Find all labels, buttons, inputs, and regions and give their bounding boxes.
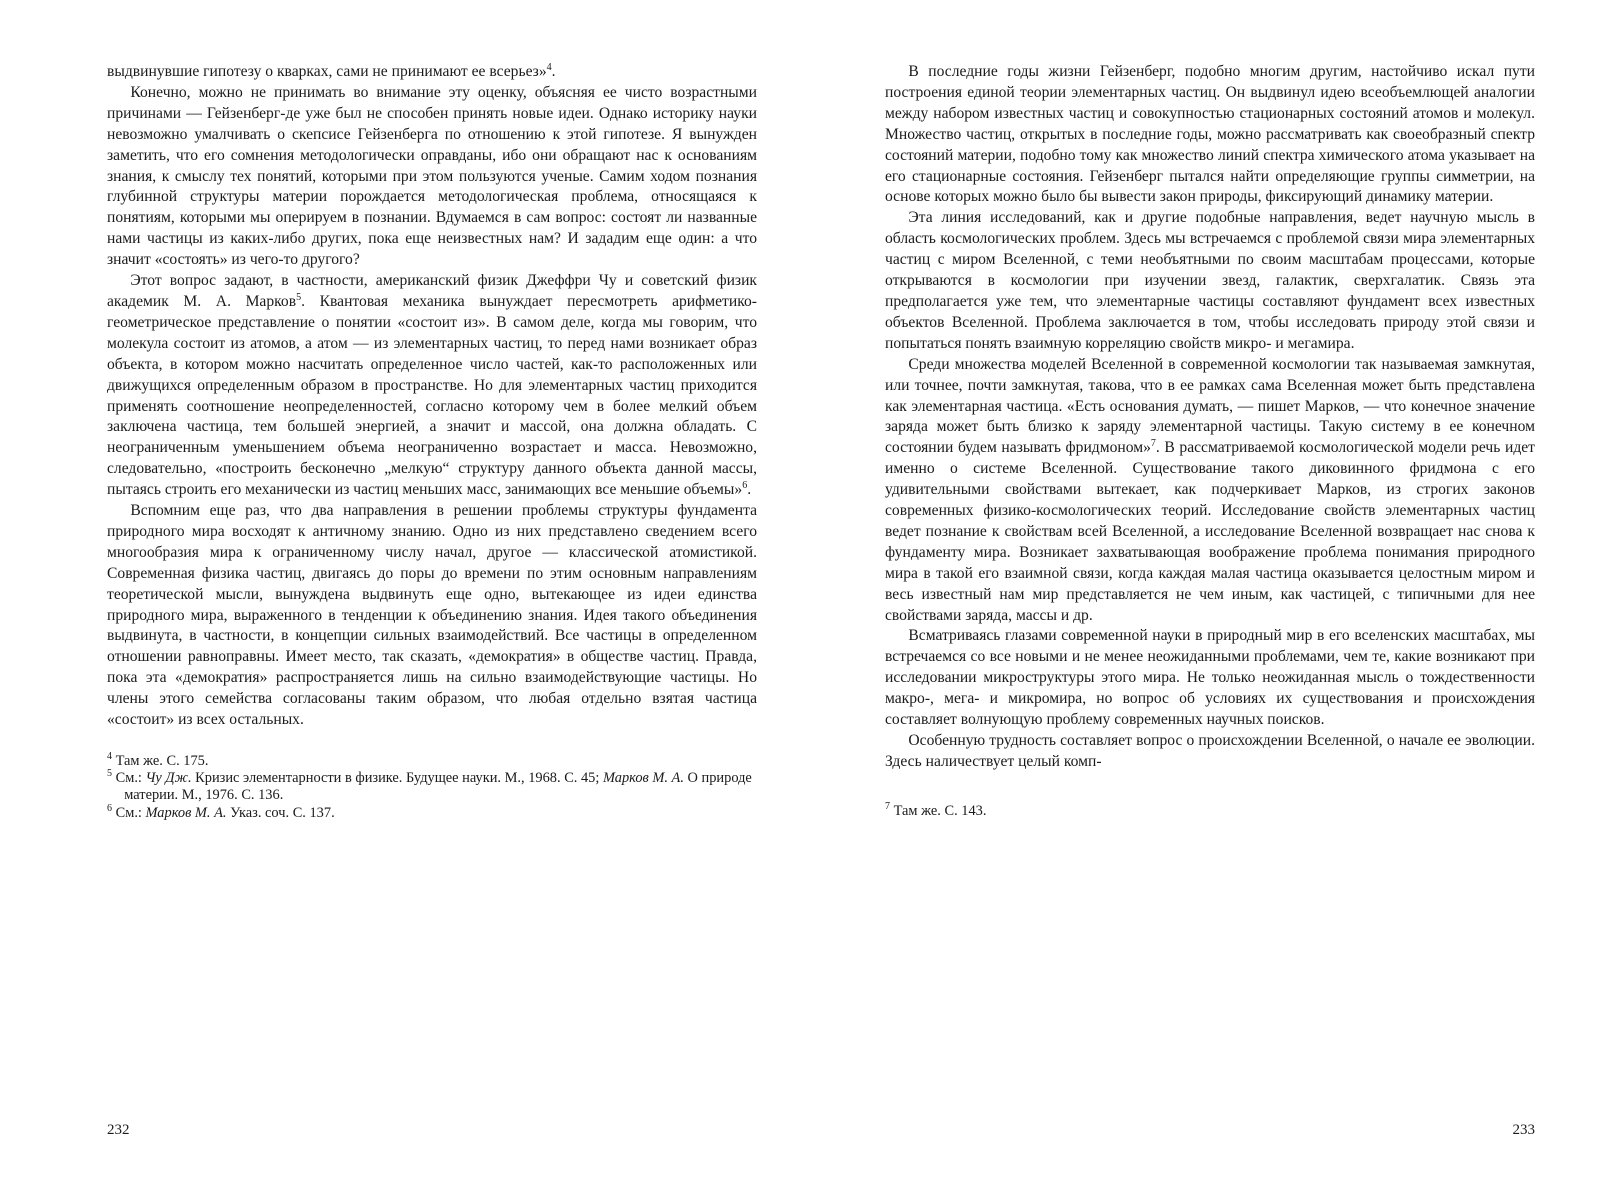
paragraph: Особенную трудность составляет вопрос о происхождении Вселенной, о начале ее эволюции. Здесь наличествует целый комп- <box>885 732 1535 770</box>
left-page <box>107 62 757 1152</box>
footnote-ref: 7 <box>1150 438 1156 450</box>
paragraph: Вспомним еще раз, что два направления в решении проблемы структуры фундамента природного мира восходят к античному знанию. Одно из них представлено сведением всего многообразия мира к ограниченному числу начал, другое — классической атомистикой. Современная физика частиц, двигаясь до поры до времени по этим основным направлениям теоретической мысли, вынуждена выдвинуть еще одно, вытекающее из идеи единства природного мира, выраженного в тенденции к объединению знания. Идея такого объединения выдвинута, в частности, в концепции сильных взаимодействий. Все частицы в определенном отношении равноправны. Имеет место, так сказать, «демократия» в обществе частиц. Правда, пока эта «демократия» распространяется лишь на сильно взаимодействующие частицы. Но члены этого семейства согласованы таким образом, что любая отдельно взятая частица «состоит» из всех остальных. <box>107 502 757 729</box>
footnote: $^5$ См.: Чу Дж. Кризис элементарности в физике. Будущее науки. М., 1968. С. 45; Марков М. А. О природе материи. М., 1976. С. 136. <box>107 768 752 804</box>
paragraph: Эта линия исследований, как и другие подобные направления, ведет научную мысль в область космологических проблем. Здесь мы встречаемся с проблемой связи мира элементарных частиц с миром Вселенной, с теми необъятными по своим масштабам процессами, которые открываются в космологии при изучении звезд, галактик, сверхгалатик. Связь эта предполагается уже тем, что элементарные частицы составляют фундамент всех известных объектов Вселенной. Проблема заключается в том, чтобы исследовать природу этой связи и попытаться понять взаимную корреляцию свойств микро- и мегамира. <box>885 209 1535 352</box>
footnotes <box>885 803 1535 820</box>
page-number: 232 <box>107 1122 130 1138</box>
right-body-text <box>885 62 1535 773</box>
footnotes <box>107 753 757 822</box>
footnote: $^7$ Там же. С. 143. <box>885 801 987 819</box>
page-number: 233 <box>1512 1122 1535 1138</box>
paragraph: Конечно, можно не принимать во внимание эту оценку, объясняя ее чисто возрастными причинами — Гейзенберг-де уже был не способен принять новые идеи. Однако историку науки невозможно умалчивать о скепсисе Гейзенберга по отношению к этой гипотезе. Я вынужден заметить, что его сомнения методологически оправданы, ибо они обращают нас к основаниям знания, к смыслу тех понятий, которыми при этом пользуются ученые. Самим ходом познания глубинной структуры материи порождается методологическая проблема, относящаяся к понятиям, которыми мы оперируем в познании. Вдумаемся в сам вопрос: состоят ли названные нами частицы из каких-либо других, пока еще неизвестных нам? И зададим еще один: а что значит «состоять» из чего-то другого? <box>107 83 757 269</box>
paragraph: Всматриваясь глазами современной науки в природный мир в его вселенских масштабах, мы встречаемся со все новыми и не менее неожиданными проблемами, чем те, какие возникают при исследовании микроструктуры этого мира. Не только неожиданная мысль о тождественности макро-, мега- и микромира, но вопрос об условиях их существования и происхождения составляет волнующую проблему современных научных поисков. <box>885 627 1535 729</box>
footnote-ref: 5 <box>296 291 302 303</box>
paragraph: выдвинувшие гипотезу о кварках, сами не принимают ее всерьез»$^4$. <box>107 61 556 80</box>
paragraph: Этот вопрос задают, в частности, американский физик Джеффри Чу и советский физик академик М. А. Марков$^5$. Квантовая механика вынуждает пересмотреть арифметико-геометрическое представление о понятии «состоит из». В самом деле, когда мы говорим, что молекула состоит из атомов, а атом — из элементарных частиц, то перед нами возникает образ объекта, в котором можно насчитать определенное число частей, как-то расположенных или движущихся определенным образом в пространстве. Но для элементарных частиц приходится применять соотношение неопределенностей, согласно которому чем в более мелкий объем заключена частица, тем большей энергией, а значит и массой, она должна обладать. С неограниченным уменьшением объема неограниченно возрастает и масса. Невозможно, следовательно, «построить бесконечно „мелкую“ структуру данного объекта данной массы, пытаясь строить его механически из частиц меньших масс, занимающих все меньшие объемы»$^6$. <box>107 272 757 499</box>
right-page <box>885 62 1535 1152</box>
left-body-text <box>107 62 757 731</box>
footnote: $^4$ Там же. С. 175. <box>107 751 209 769</box>
paragraph: Среди множества моделей Вселенной в современной космологии так называемая замкнутая, или точнее, почти замкнутая, такова, что в ее рамках сама Вселенная может быть представлена как элементарная частица. «Есть основания думать, — пишет Марков, — что конечное значение заряда может быть близко к заряду элементарной частицы. Такую систему в ее конечном состоянии будем называть фридмоном»$^7$. В рассматриваемой космологической модели речь идет именно о системе Вселенной. Существование такого диковинного фридмона с его удивительными свойствами вытекает, как подчеркивает Марков, из строгих законов современных физико-космологических теорий. Исследование свойств элементарных частиц ведет познание к свойствам всей Вселенной, а исследование Вселенной возвращает нас снова к фундаменту мира. Возникает захватывающая воображение проблема понимания природного мира в такой его взаимной связи, когда каждая малая частица оказывается целостным миром и весь известный нам мир представляется не чем иным, как частицей, с типичными для нее свойствами заряда, массы и др. <box>885 355 1535 624</box>
paragraph: В последние годы жизни Гейзенберг, подобно многим другим, настойчиво искал пути построения единой теории элементарных частиц. Он выдвинул идею всеобъемлющей аналогии между набором известных частиц и совокупностью стационарных состояний атомов и молекул. Множество частиц, открытых в последние годы, можно рассматривать как своеобразный спектр состояний материи, подобно тому как множество линий спектра химического атома указывает на его стационарные состояния. Гейзенберг пытался найти определяющие группы симметрии, на основе которых можно было бы вывести закон природы, фиксирующий динамику материи. <box>885 63 1535 206</box>
footnote: $^6$ См.: Марков М. А. Указ. соч. С. 137. <box>107 802 335 821</box>
footnote-ref: 4 <box>546 61 552 73</box>
footnote-ref: 6 <box>742 479 748 491</box>
